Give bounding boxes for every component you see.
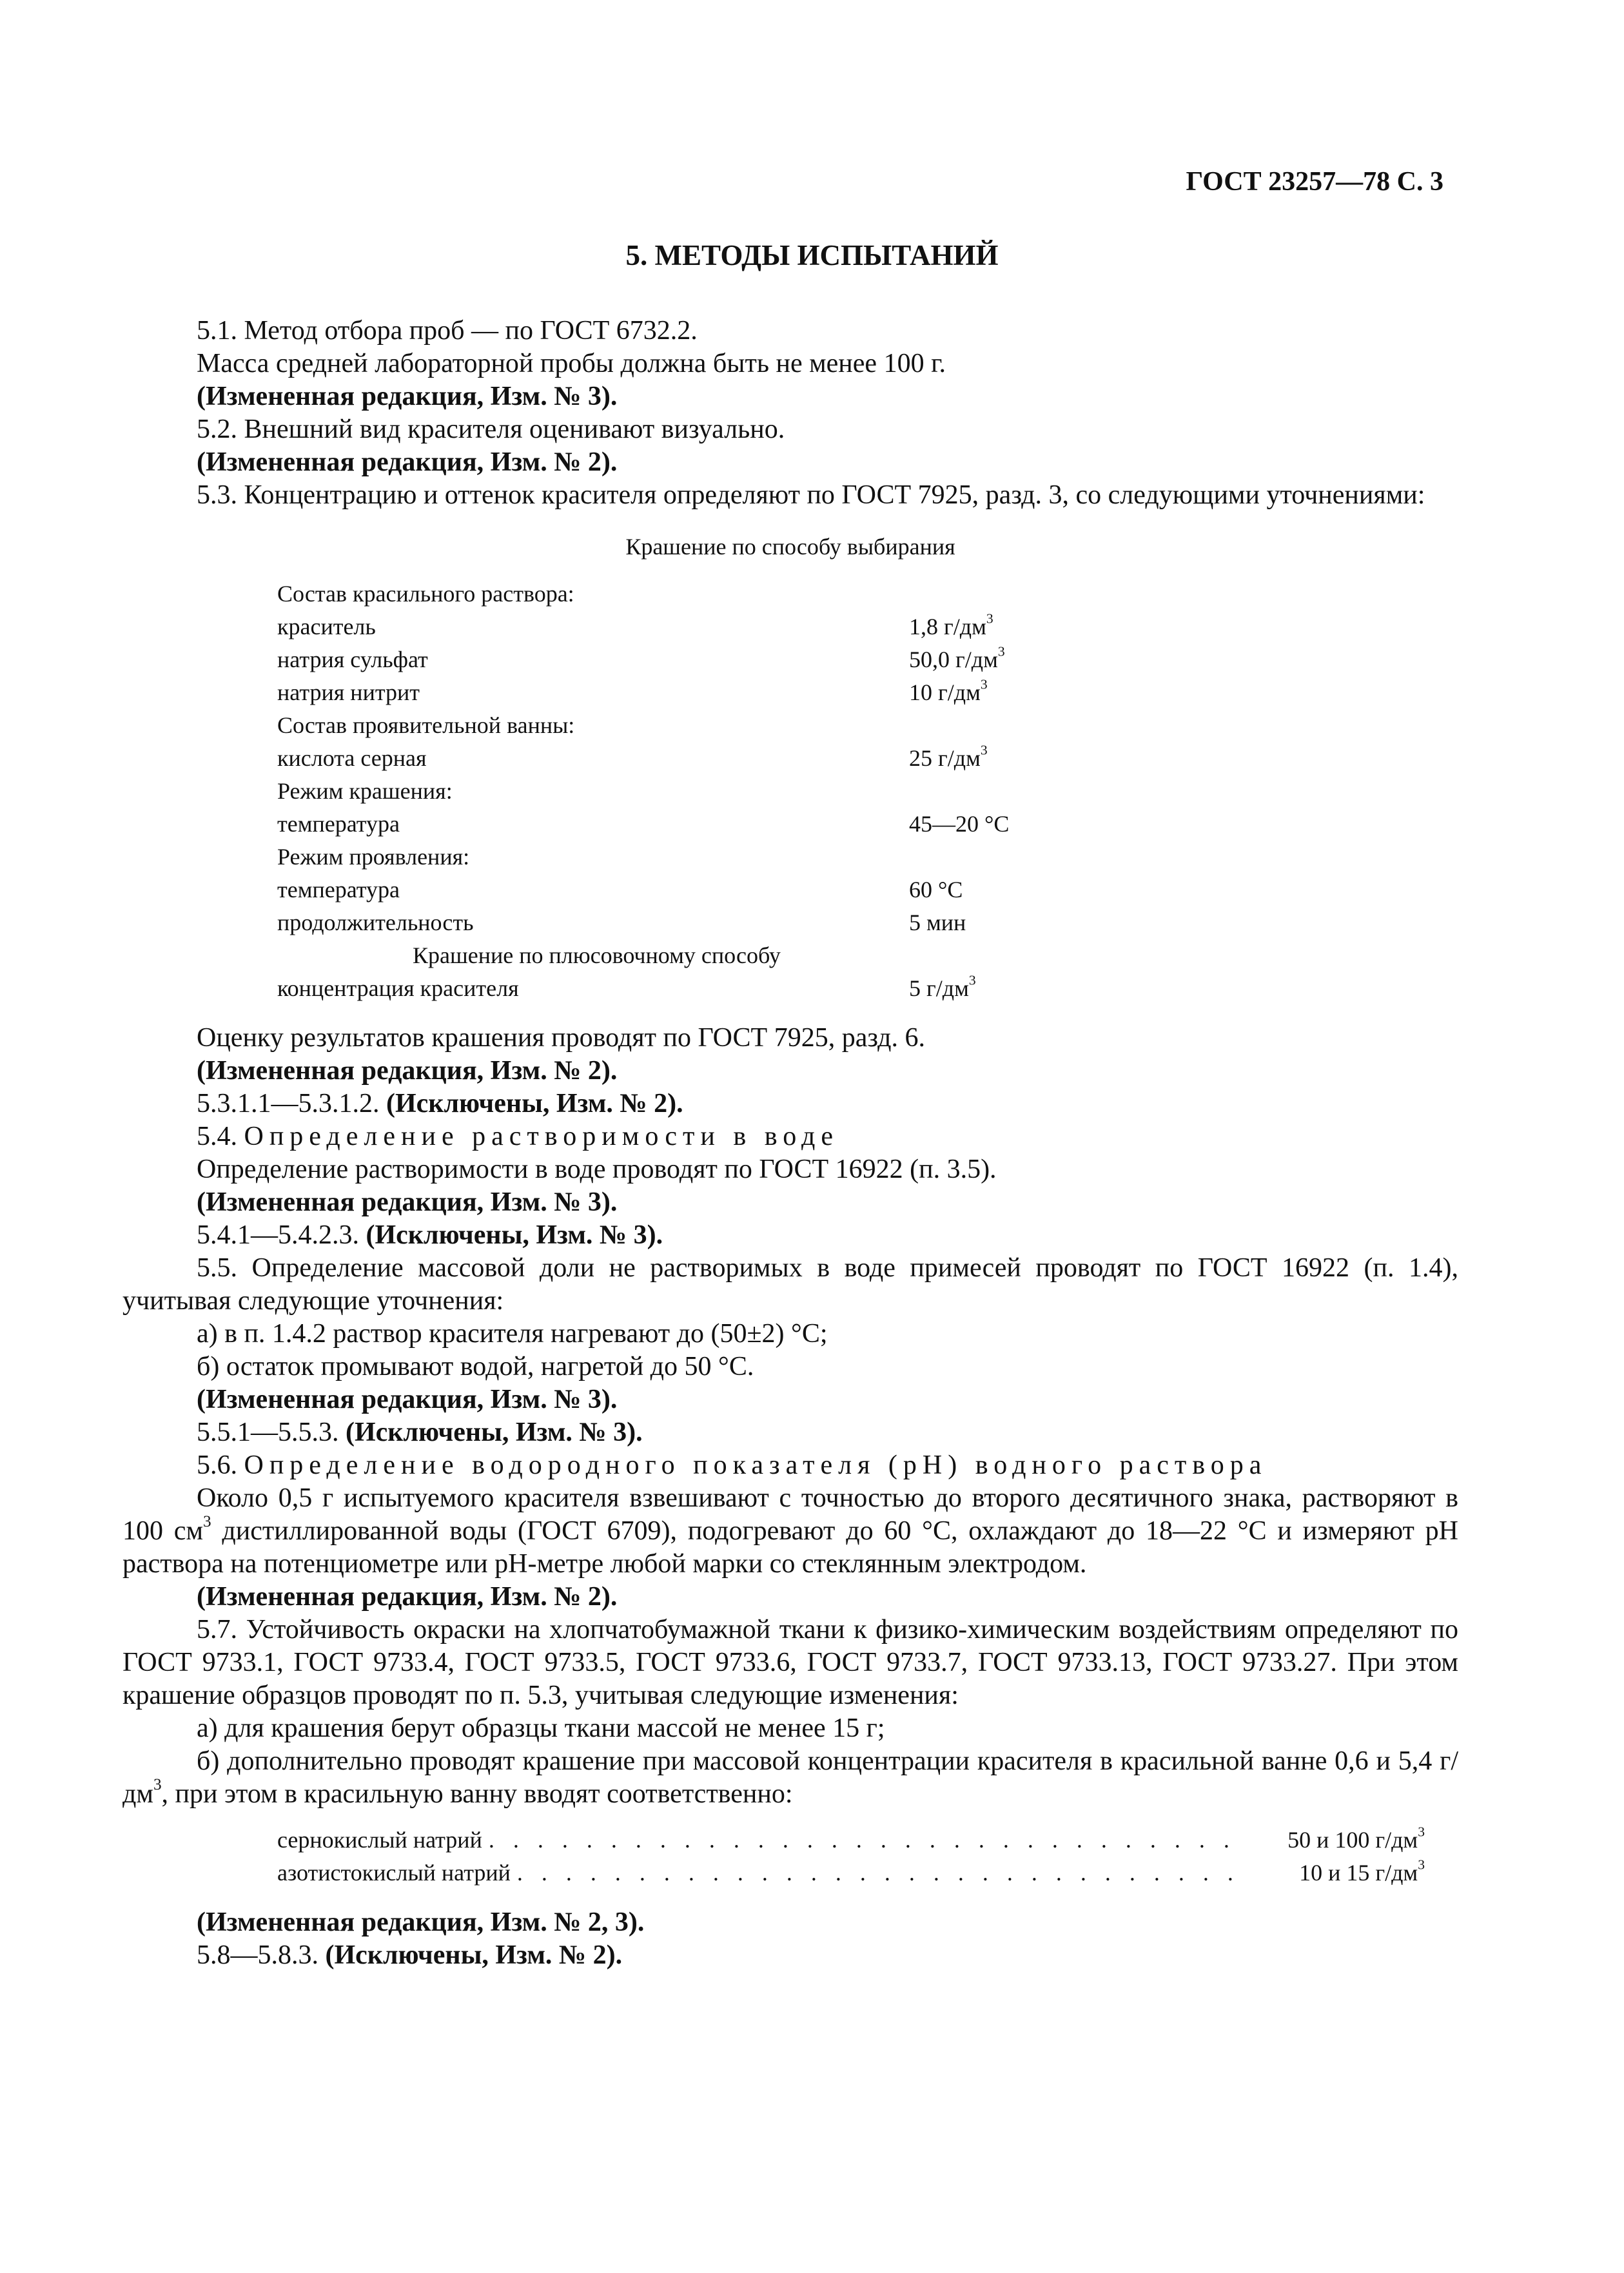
amendment-note: (Измененная редакция, Изм. № 2).	[197, 447, 618, 477]
paragraph-solubility: Определение растворимости в воде проводят по ГОСТ 16922 (п. 3.5).	[197, 1155, 997, 1184]
paragraph-evaluation: Оценку результатов крашения проводят по ГОСТ 7925, разд. 6.	[197, 1023, 926, 1053]
table-row	[277, 676, 1051, 709]
row-value: 10 $г/дм^3$	[909, 676, 988, 705]
row-label: сернокислый натрий	[277, 1827, 482, 1853]
amendment-note: (Измененная редакция, Изм. № 3).	[197, 382, 618, 411]
row-value: 45—20 °С	[909, 811, 1010, 837]
row-label: Режим проявления:	[277, 844, 470, 870]
table-row	[277, 775, 1051, 808]
paragraph-5-3-1: 5.3.1.1—5.3.1.2. (Исключены, Изм. № 2).	[197, 1089, 683, 1118]
row-label: продолжительность	[277, 910, 474, 935]
paragraph-5-4-1: 5.4.1—5.4.2.3. (Исключены, Изм. № 3).	[197, 1220, 663, 1250]
page-header: ГОСТ 23257—78 С. 3	[1186, 167, 1443, 197]
row-label: Состав красильного раствора:	[277, 581, 574, 607]
row-subheading: Крашение по плюсовочному способу	[413, 942, 781, 968]
table-row	[277, 939, 1051, 972]
paragraph-item-b: б) дополнительно проводят крашение при массовой концентрации красителя в красильной ванне 0,6 и 5,4 $г/дм^3$, при этом в красильную ванну вводят соответственно:	[122, 1746, 1458, 1809]
paragraph-5-5-1: 5.5.1—5.5.3. (Исключены, Изм. № 3).	[197, 1418, 643, 1447]
paragraph-item-a: а) в п. 1.4.2 раствор красителя нагревают до (50±2) °С;	[197, 1319, 828, 1349]
paragraph-sample-mass: Масса средней лабораторной пробы должна быть не менее 100 г.	[197, 349, 946, 378]
row-value: 5 мин	[909, 910, 966, 935]
row-value: 50 и 100 $г/дм^3$	[1287, 1824, 1425, 1853]
table-row	[277, 742, 1051, 775]
reagent-leader-table	[277, 1824, 1425, 1889]
paragraph-5-4-heading: 5.4. Определение растворимости в воде	[197, 1122, 839, 1151]
amendment-note: (Измененная редакция, Изм. № 2, 3).	[197, 1907, 645, 1937]
paragraph-5-6-heading: 5.6. Определение водородного показателя (рН) водного раствора	[197, 1450, 1267, 1480]
row-value: 5 $г/дм^3$	[909, 972, 976, 1001]
row-label: Режим крашения:	[277, 778, 453, 804]
table-row	[277, 972, 1051, 1005]
row-label: Состав проявительной ванны:	[277, 712, 575, 738]
dyeing-parameters-table	[277, 578, 1051, 1005]
document-body	[122, 315, 1458, 1972]
row-label: азотистокислый натрий	[277, 1860, 511, 1886]
row-label: краситель	[277, 614, 376, 639]
row-label: температура	[277, 811, 400, 837]
row-value: 60 °С	[909, 877, 963, 902]
table-caption: Крашение по способу выбирания	[625, 534, 955, 560]
section-title: 5. МЕТОДЫ ИСПЫТАНИЙ	[625, 239, 999, 271]
paragraph-5-1: 5.1. Метод отбора проб — по ГОСТ 6732.2.	[197, 316, 698, 346]
table-row	[277, 808, 1051, 841]
paragraph-ph-method: Около 0,5 г испытуемого красителя взвешивают с точностью до второго десятичного знака, растворяют в 100 $см^3$ дистиллированной воды (ГОСТ 6709), подогревают до 60 °С, охлаждают до 18—22 °С и измеряют рН раствора на потенциометре или рН-метре любой марки со стеклянным электродом.	[122, 1483, 1458, 1579]
table-row	[277, 906, 1051, 939]
paragraph-5-5: 5.5. Определение массовой доли не растворимых в воде примесей проводят по ГОСТ 16922 (п. 1.4), учитывая следующие уточнения:	[122, 1253, 1458, 1316]
row-value: 50,0 $г/дм^3$	[909, 643, 1005, 672]
paragraph-5-3: 5.3. Концентрацию и оттенок красителя определяют по ГОСТ 7925, разд. 3, со следующими уточнениями:	[197, 480, 1425, 510]
row-label: температура	[277, 877, 400, 902]
row-value: 25 $г/дм^3$	[909, 742, 988, 771]
paragraph-5-8: 5.8—5.8.3. (Исключены, Изм. № 2).	[197, 1940, 623, 1970]
paragraph-item-b: б) остаток промывают водой, нагретой до 50 °С.	[197, 1352, 754, 1381]
row-label: натрия сульфат	[277, 647, 428, 672]
table-row	[277, 578, 1051, 610]
table-row	[277, 1857, 1425, 1889]
dot-leader	[482, 1824, 1244, 1857]
amendment-note: (Измененная редакция, Изм. № 3).	[197, 1187, 618, 1217]
table-row	[277, 841, 1051, 873]
row-value: 10 и 15 $г/дм^3$	[1299, 1857, 1425, 1886]
row-value: 1,8 $г/дм^3$	[909, 610, 993, 639]
paragraph-item-a: а) для крашения берут образцы ткани массой не менее 15 г;	[197, 1713, 885, 1743]
row-label: кислота серная	[277, 745, 427, 771]
row-label: натрия нитрит	[277, 679, 420, 705]
table-row	[277, 873, 1051, 906]
paragraph-5-7: 5.7. Устойчивость окраски на хлопчатобумажной ткани к физико-химическим воздействиям определяют по ГОСТ 9733.1, ГОСТ 9733.4, ГОСТ 9733.5, ГОСТ 9733.6, ГОСТ 9733.7, ГОСТ 9733.13, ГОСТ 9733.27. При этом крашение образцов проводят по п. 5.3, учитывая следующие изменения:	[122, 1615, 1458, 1710]
row-label: концентрация красителя	[277, 975, 519, 1001]
dot-leader	[511, 1857, 1244, 1889]
table-row	[277, 610, 1051, 643]
table-row	[277, 709, 1051, 742]
table-row	[277, 643, 1051, 676]
amendment-note: (Измененная редакция, Изм. № 2).	[197, 1582, 618, 1612]
amendment-note: (Измененная редакция, Изм. № 3).	[197, 1385, 618, 1414]
table-row	[277, 1824, 1425, 1857]
amendment-note: (Измененная редакция, Изм. № 2).	[197, 1056, 618, 1086]
paragraph-5-2: 5.2. Внешний вид красителя оценивают визуально.	[197, 415, 785, 444]
